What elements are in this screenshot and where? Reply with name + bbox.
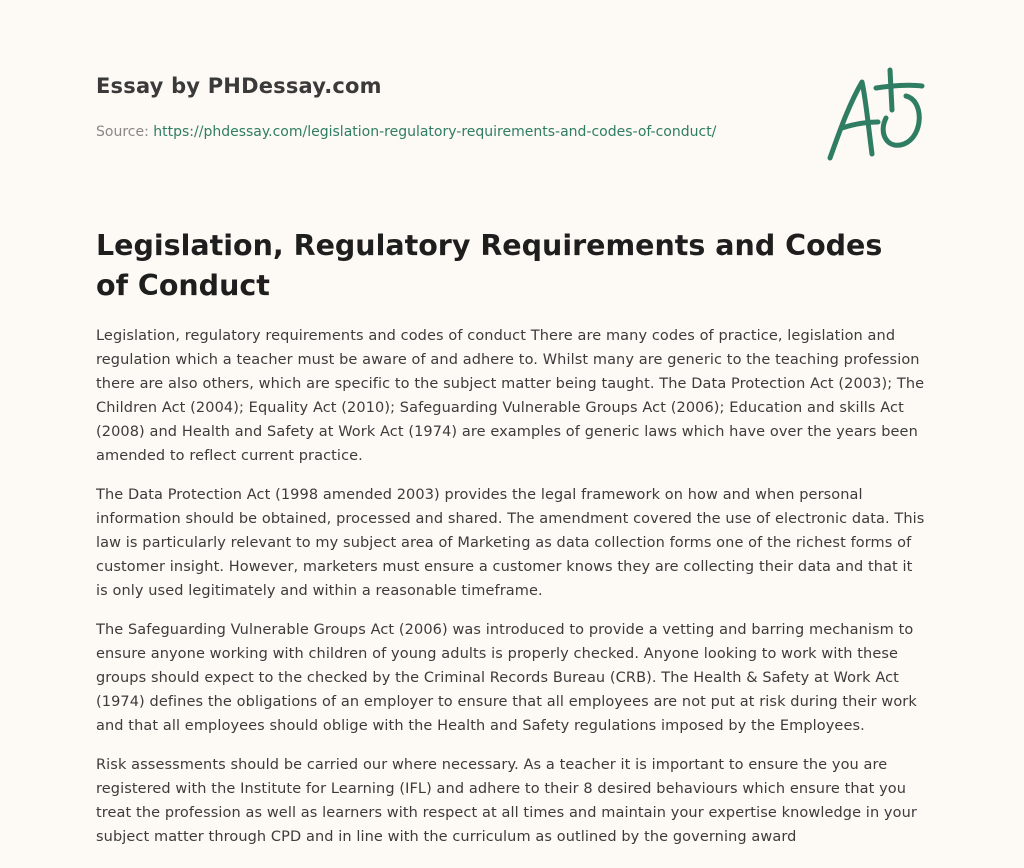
paragraph: Risk assessments should be carried our where necessary. As a teacher it is important to ensure the you are registered with the Institute for Learning (IFL) and adhere to their 8 desired behaviours which ensure that you treat the profession as well as learners with respect at all times and maintain your expertise knowledge in your subject matter through CPD and in line with the curriculum as outlined by the governing award <box>96 757 917 845</box>
source-label: Source: <box>96 124 149 140</box>
header <box>96 74 796 98</box>
source-link[interactable]: https://phdessay.com/legislation-regulatory-requirements-and-codes-of-conduct/ <box>153 124 717 140</box>
paragraph: The Data Protection Act (1998 amended 2003) provides the legal framework on how and when personal information should be obtained, processed and shared. The amendment covered the use of electronic data. This law is particularly relevant to my subject area of Marketing as data collection forms one of the richest forms of customer insight. However, marketers must ensure a customer knows they are collecting their data and that it is only used legitimately and within a reasonable timeframe. <box>96 487 925 599</box>
site-brand: Essay by PHDessay.com <box>96 74 382 98</box>
source-line <box>96 124 716 140</box>
article-title: Legislation, Regulatory Requirements and Codes of Conduct <box>96 229 883 302</box>
article-body <box>96 324 926 864</box>
a-plus-logo-icon <box>820 66 930 166</box>
paragraph: The Safeguarding Vulnerable Groups Act (2006) was introduced to provide a vetting and barring mechanism to ensure anyone working with children of young adults is properly checked. Anyone looking to work with these groups should expect to the checked by the Criminal Records Bureau (CRB). The Health & Safety at Work Act (1974) defines the obligations of an employer to ensure that all employees are not put at risk during their work and that all employees should oblige with the Health and Safety regulations imposed by the Employees. <box>96 622 917 734</box>
paragraph: Legislation, regulatory requirements and codes of conduct There are many codes of practice, legislation and regulation which a teacher must be aware of and adhere to. Whilst many are generic to the teaching profession there are also others, which are specific to the subject matter being taught. The Data Protection Act (2003); The Children Act (2004); Equality Act (2010); Safeguarding Vulnerable Groups Act (2006); Education and skills Act (2008) and Health and Safety at Work Act (1974) are examples of generic laws which have over the years been amended to reflect current practice. <box>96 328 925 464</box>
